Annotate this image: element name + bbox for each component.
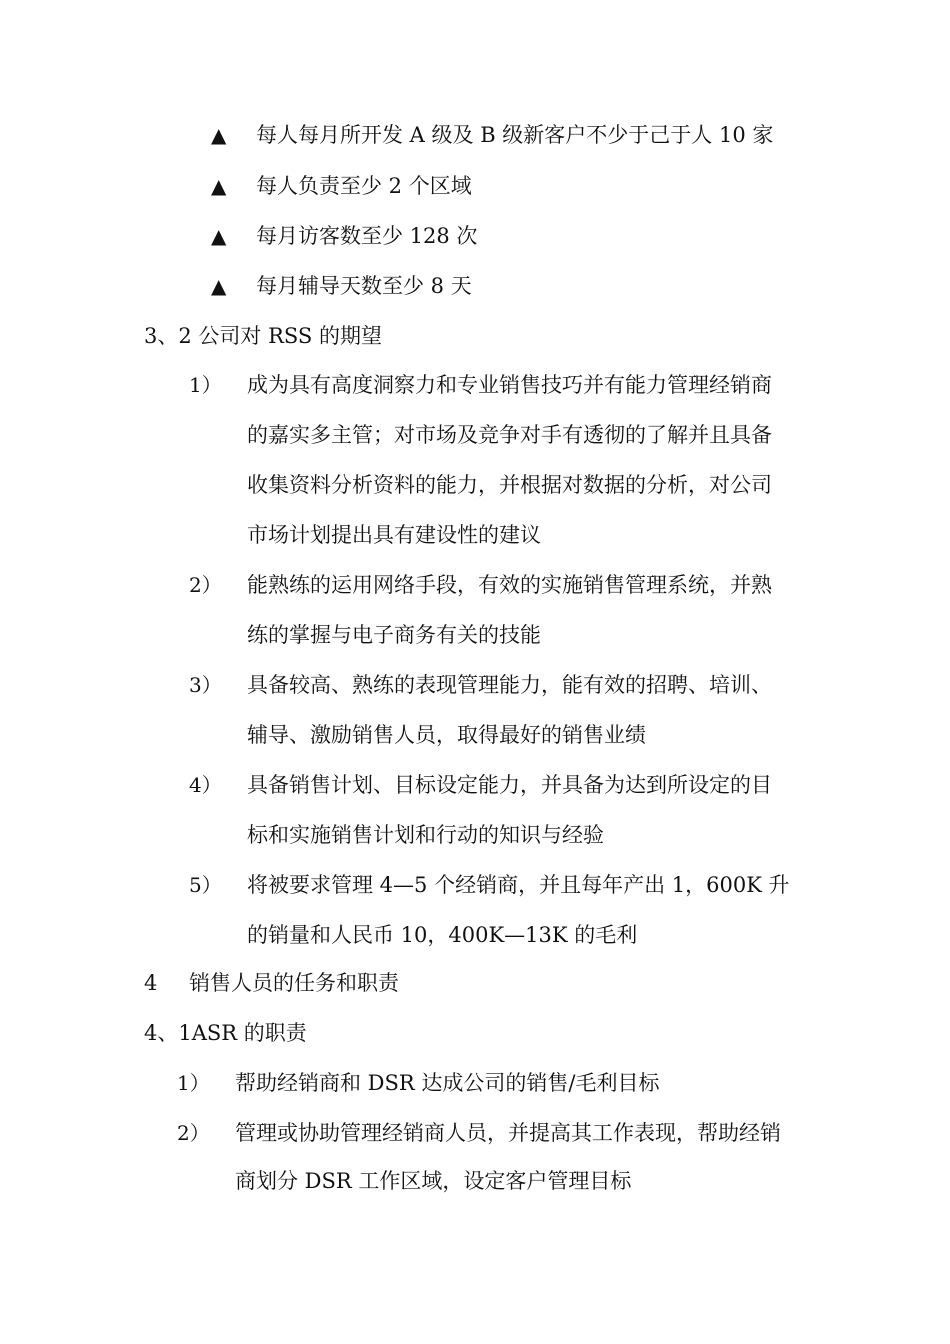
list-item-line: 具备销售计划、目标设定能力，并具备为达到所设定的目 bbox=[247, 773, 772, 797]
list-item-line: 标和实施销售计划和行动的知识与经验 bbox=[247, 823, 604, 847]
list-item-line: 商划分 DSR 工作区域，设定客户管理目标 bbox=[235, 1169, 632, 1193]
list-number: 2） bbox=[189, 573, 222, 597]
bullet-item: 每月访客数至少 128 次 bbox=[256, 224, 478, 248]
list-number: 2） bbox=[177, 1121, 210, 1145]
section-heading: 销售人员的任务和职责 bbox=[189, 971, 399, 995]
list-item-line: 帮助经销商和 DSR 达成公司的销售/毛利目标 bbox=[235, 1071, 660, 1095]
bullet-item: 每人负责至少 2 个区域 bbox=[256, 174, 472, 198]
list-item-line: 辅导、激励销售人员，取得最好的销售业绩 bbox=[247, 723, 646, 747]
list-item-line: 市场计划提出具有建设性的建议 bbox=[247, 523, 541, 547]
list-item-line: 收集资料分析资料的能力，并根据对数据的分析，对公司 bbox=[247, 473, 772, 497]
list-number: 4） bbox=[189, 773, 222, 797]
list-item-line: 管理或协助管理经销商人员，并提高其工作表现，帮助经销 bbox=[235, 1121, 781, 1145]
triangle-bullet-icon: ▲ bbox=[211, 224, 227, 248]
list-item-line: 的嘉实多主管；对市场及竞争对手有透彻的了解并且具备 bbox=[247, 423, 772, 447]
list-item-line: 能熟练的运用网络手段，有效的实施销售管理系统，并熟 bbox=[247, 573, 772, 597]
list-number: 1） bbox=[189, 373, 222, 397]
list-item-line: 成为具有高度洞察力和专业销售技巧并有能力管理经销商 bbox=[247, 373, 772, 397]
triangle-bullet-icon: ▲ bbox=[211, 274, 227, 298]
list-number: 5） bbox=[189, 873, 222, 897]
section-heading: 3、2 公司对 RSS 的期望 bbox=[144, 324, 382, 348]
bullet-item: 每人每月所开发 A 级及 B 级新客户不少于己于人 10 家 bbox=[256, 123, 774, 147]
list-item-line: 具备较高、熟练的表现管理能力，能有效的招聘、培训、 bbox=[247, 673, 772, 697]
bullet-item: 每月辅导天数至少 8 天 bbox=[256, 274, 472, 298]
list-number: 1） bbox=[177, 1071, 210, 1095]
list-item-line: 的销量和人民币 10，400K—13K 的毛利 bbox=[247, 923, 638, 947]
triangle-bullet-icon: ▲ bbox=[211, 123, 227, 147]
list-number: 3） bbox=[189, 673, 222, 697]
list-item-line: 练的掌握与电子商务有关的技能 bbox=[247, 623, 541, 647]
section-number: 4 bbox=[144, 971, 158, 995]
triangle-bullet-icon: ▲ bbox=[211, 174, 227, 198]
list-item-line: 将被要求管理 4—5 个经销商，并且每年产出 1，600K 升 bbox=[247, 873, 790, 897]
subsection-heading: 4、1ASR 的职责 bbox=[144, 1021, 307, 1045]
